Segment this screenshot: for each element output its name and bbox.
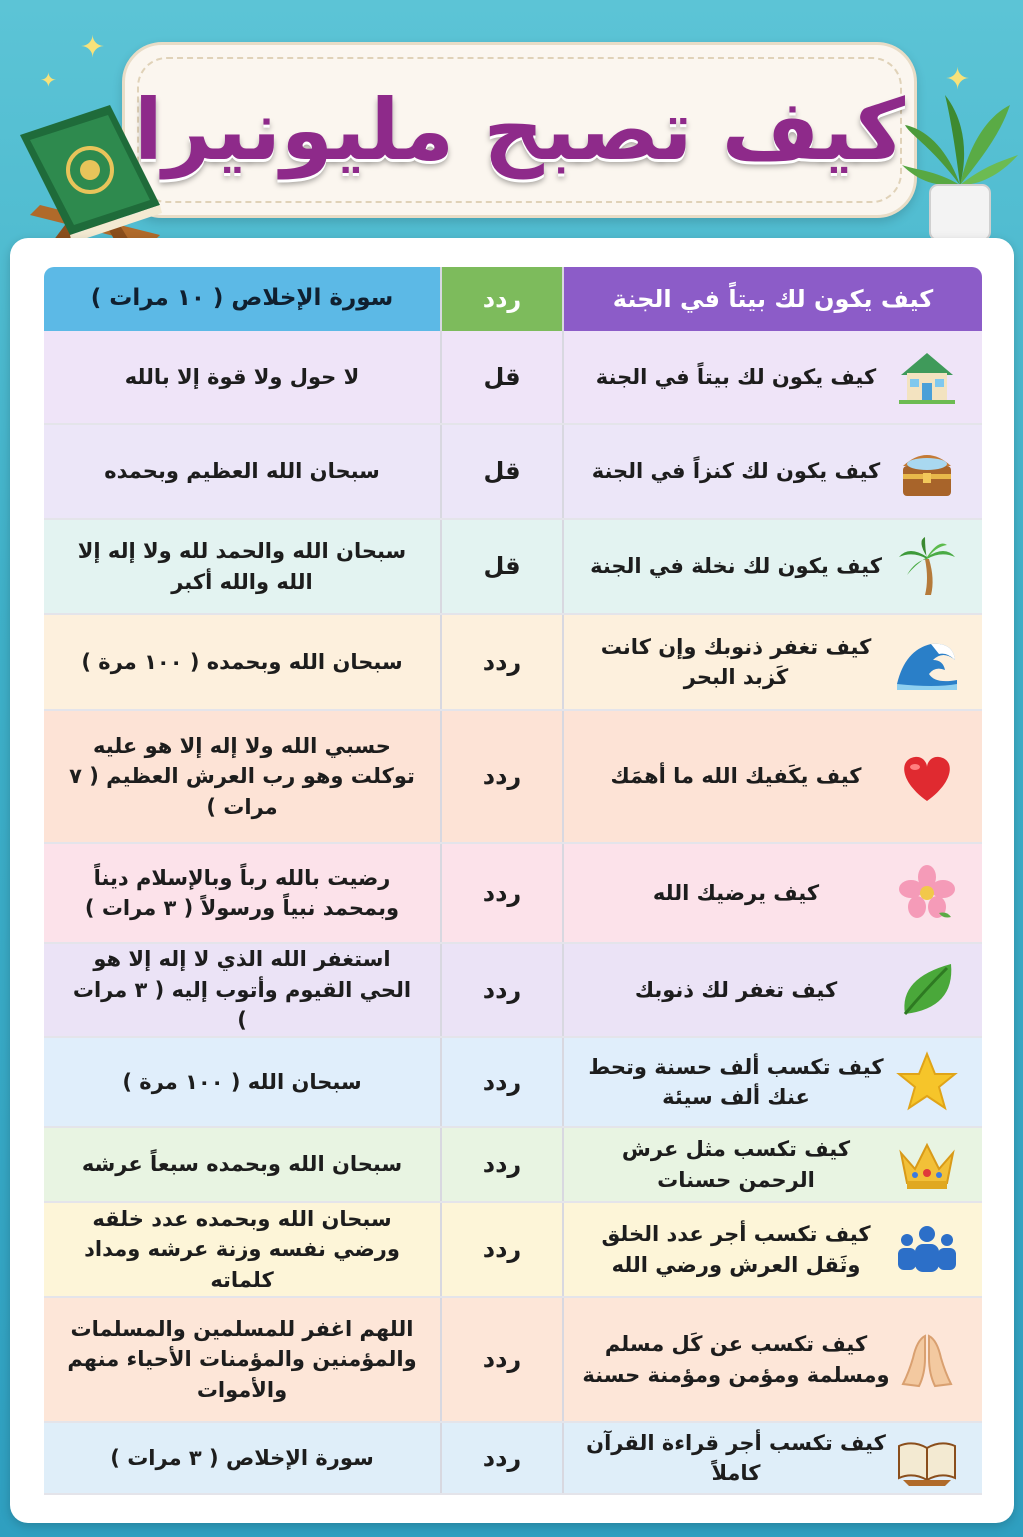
question-cell bbox=[562, 1038, 982, 1126]
question-text: كيف يكون لك بيتاً في الجنة bbox=[595, 364, 877, 389]
header-action: ردد bbox=[440, 267, 562, 331]
question-cell bbox=[562, 711, 982, 842]
sparkle-icon: ✦ bbox=[945, 62, 971, 97]
palm-tree-icon bbox=[890, 530, 964, 604]
question-cell bbox=[562, 615, 982, 709]
sparkle-icon: ✦ bbox=[40, 68, 57, 92]
table-row bbox=[44, 1298, 982, 1423]
table-row bbox=[44, 711, 982, 844]
question-text: كيف تكسب ألف حسنة وتحط عنك ألف سيئة bbox=[588, 1054, 884, 1109]
action-cell: ردد bbox=[440, 844, 562, 942]
question-cell bbox=[562, 1423, 982, 1493]
question-text: كيف تغفر ذنوبك وإن كانت كَزبد البحر bbox=[600, 634, 872, 689]
house-icon bbox=[890, 340, 964, 414]
dhikr-table bbox=[44, 267, 982, 1495]
table-row bbox=[44, 331, 982, 425]
table-row bbox=[44, 1423, 982, 1495]
question-cell bbox=[562, 844, 982, 942]
action-cell: ردد bbox=[440, 615, 562, 709]
question-cell bbox=[562, 944, 982, 1036]
praying-hands-icon bbox=[890, 1323, 964, 1397]
table-header bbox=[44, 267, 982, 331]
question-cell bbox=[562, 331, 982, 423]
flower-icon bbox=[890, 856, 964, 930]
question-text: كيف يكون لك نخلة في الجنة bbox=[590, 554, 882, 579]
table-row bbox=[44, 844, 982, 944]
answer-cell: سبحان الله ( ١٠٠ مرة ) bbox=[122, 1069, 362, 1094]
question-text: كيف يكَفيك الله ما أهمَك bbox=[610, 764, 862, 789]
header-question: كيف يكون لك بيتاً في الجنة bbox=[562, 267, 982, 331]
action-cell: ردد bbox=[440, 1203, 562, 1296]
answer-cell: سبحان الله العظيم وبحمده bbox=[104, 459, 380, 484]
question-cell bbox=[562, 1298, 982, 1421]
action-cell: ردد bbox=[440, 1298, 562, 1421]
action-cell: ردد bbox=[440, 1128, 562, 1201]
leaf-icon bbox=[890, 953, 964, 1027]
header-answer: سورة الإخلاص ( ١٠ مرات ) bbox=[44, 267, 440, 331]
question-text: كيف تكسب أجر عدد الخلق وثَقل العرش ورضي الله bbox=[601, 1222, 871, 1277]
answer-cell: سورة الإخلاص ( ٣ مرات ) bbox=[110, 1445, 374, 1470]
answer-cell: استغفر الله الذي لا إله إلا هو الحي القيوم وأتوب إليه ( ٣ مرات ) bbox=[72, 947, 412, 1033]
action-cell: ردد bbox=[440, 1038, 562, 1126]
action-cell: ردد bbox=[440, 1423, 562, 1493]
answer-cell: سبحان الله وبحمده سبعاً عرشه bbox=[81, 1152, 403, 1177]
question-text: كيف تكسب مثل عرش الرحمن حسنات bbox=[621, 1137, 851, 1192]
quran-stand-icon bbox=[10, 95, 170, 255]
answer-cell: سبحان الله وبحمده ( ١٠٠ مرة ) bbox=[81, 649, 403, 674]
answer-cell: لا حول ولا قوة إلا بالله bbox=[124, 364, 360, 389]
question-cell bbox=[562, 1203, 982, 1296]
title-banner bbox=[122, 42, 917, 218]
potted-plant-icon bbox=[900, 85, 1020, 250]
wave-icon bbox=[890, 625, 964, 699]
treasure-chest-icon bbox=[890, 435, 964, 509]
table-row bbox=[44, 1038, 982, 1128]
action-cell: قل bbox=[440, 520, 562, 613]
question-text: كيف تكسب أجر قراءة القرآن كاملاً bbox=[586, 1430, 886, 1485]
table-row bbox=[44, 1203, 982, 1298]
question-text: كيف يكون لك كنزاً في الجنة bbox=[591, 459, 881, 484]
answer-cell: سبحان الله وبحمده عدد خلقه ورضي نفسه وزنة عرشه ومداد كلماته bbox=[84, 1206, 400, 1292]
action-cell: ردد bbox=[440, 944, 562, 1036]
action-cell: ردد bbox=[440, 711, 562, 842]
table-row bbox=[44, 520, 982, 615]
table-row bbox=[44, 425, 982, 520]
crown-icon bbox=[890, 1128, 964, 1202]
heart-icon bbox=[890, 740, 964, 814]
table-row bbox=[44, 1128, 982, 1203]
answer-cell: اللهم اغفر للمسلمين والمسلمات والمؤمنين والمؤمنات الأحياء منهم والأموات bbox=[67, 1316, 417, 1402]
question-cell bbox=[562, 1128, 982, 1201]
question-text: كيف تكسب عن كَل مسلم ومسلمة ومؤمن ومؤمنة حسنة bbox=[582, 1332, 890, 1387]
star-icon bbox=[890, 1045, 964, 1119]
question-text: كيف يرضيك الله bbox=[652, 880, 820, 905]
answer-cell: حسبي الله ولا إله إلا هو عليه توكلت وهو رب العرش العظيم ( ٧ مرات ) bbox=[69, 733, 415, 819]
people-icon bbox=[890, 1213, 964, 1287]
action-cell: قل bbox=[440, 425, 562, 518]
sparkle-icon: ✦ bbox=[80, 30, 106, 65]
question-cell bbox=[562, 425, 982, 518]
table-row bbox=[44, 944, 982, 1038]
question-cell bbox=[562, 520, 982, 613]
action-cell: قل bbox=[440, 331, 562, 423]
page-title: كيف تصبح مليونيرا bbox=[134, 81, 905, 179]
question-text: كيف تغفر لك ذنوبك bbox=[634, 977, 838, 1002]
open-book-icon bbox=[890, 1421, 964, 1495]
answer-cell: رضيت بالله رباً وبالإسلام ديناً وبمحمد نبياً ورسولاً ( ٣ مرات ) bbox=[84, 865, 400, 920]
table-row bbox=[44, 615, 982, 711]
answer-cell: سبحان الله والحمد لله ولا إله إلا الله والله أكبر bbox=[77, 539, 407, 594]
